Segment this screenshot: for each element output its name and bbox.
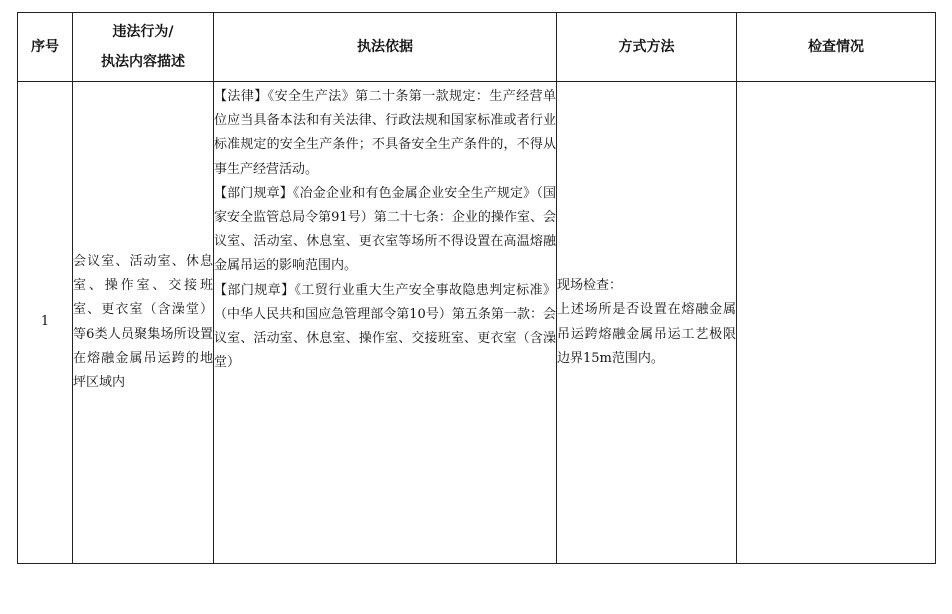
header-basis: 执法依据 — [214, 13, 557, 82]
row-behavior: 会议室、活动室、休息室、操作室、交接班室、更衣室（含澡堂）等6类人员聚集场所设置在熔融金属吊运跨的地坪区域内 — [73, 82, 214, 564]
method-heading: 现场检查： — [557, 278, 623, 294]
header-result: 检查情况 — [737, 13, 936, 82]
basis-paragraph-regulation-1: 【部门规章】《冶金企业和有色金属企业安全生产规定》（国家安全监管总局令第91号）第二十七条：企业的操作室、会议室、活动室、休息室、更衣室等场所不得设置在高温熔融金属吊运的影响范围内。 — [214, 185, 556, 274]
basis-paragraph-law: 【法律】《安全生产法》第二十条第一款规定：生产经营单位应当具备本法和有关法律、行政法规和国家标准或者行业标准规定的安全生产条件；不具备安全生产条件的，不得从事生产经营活动。 — [214, 89, 556, 177]
header-behavior-line2: 执法内容描述 — [101, 54, 185, 70]
header-row — [18, 13, 936, 82]
row-method — [557, 82, 737, 564]
inspection-table — [17, 12, 936, 564]
header-behavior-line1: 违法行为/ — [112, 24, 174, 40]
header-behavior — [73, 13, 214, 82]
method-description: 上述场所是否设置在熔融金属吊运跨熔融金属吊运工艺极限边界15m范围内。 — [557, 302, 736, 366]
table-row — [18, 82, 936, 564]
basis-paragraph-regulation-2: 【部门规章】《工贸行业重大生产安全事故隐患判定标准》（中华人民共和国应急管理部令第10号）第五条第一款：会议室、活动室、休息室、操作室、交接班室、更衣室（含澡堂） — [214, 282, 556, 371]
row-seq: 1 — [18, 82, 73, 564]
header-method: 方式方法 — [557, 13, 737, 82]
row-basis — [214, 82, 557, 564]
header-seq: 序号 — [18, 13, 73, 82]
row-result — [737, 82, 936, 564]
